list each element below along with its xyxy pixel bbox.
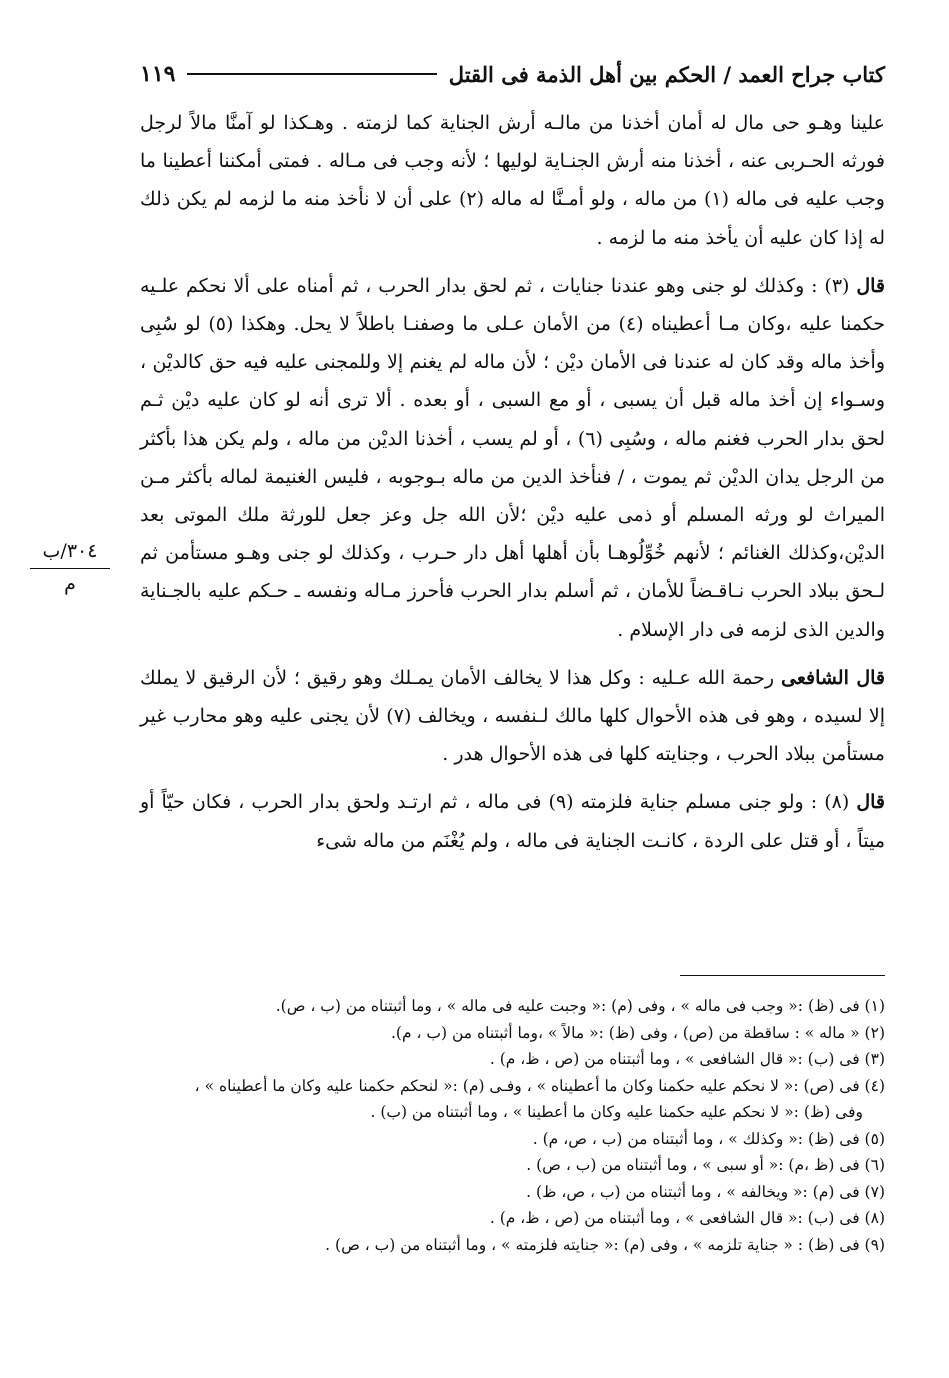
main-text <box>140 104 885 860</box>
footnote-4-continued: وفى (ظ) :« لا نحكم عليه حكمنا عليه وكان ما أعطينا » ، وما أثبتناه من (ب) . <box>370 1103 863 1121</box>
manuscript-margin-note <box>30 536 110 599</box>
footnote-1: (١) فى (ظ) :« وجب فى ماله » ، وفى (م) :« وجبت عليه فى ماله » ، وما أثبتناه من (ب ، ص). <box>275 997 885 1015</box>
header-rule <box>187 73 436 75</box>
paragraph-4-text: (٨) : ولو جنى مسلم جناية فلزمته (٩) فى ماله ، ثم ارتـد ولحق بدار الحرب ، فكان حيّاً أو ميتاً ، أو قتل على الردة ، كانـت الجناية فى ماله ، ولم يُغْنَم من ماله شىء <box>140 791 885 852</box>
manuscript-folio-ref: ٣٠٤/ب <box>30 536 110 569</box>
footnote-6: (٦) فى (ظ ،م) :« أو سبى » ، وما أثبتناه من (ب ، ص) . <box>526 1156 885 1174</box>
paragraph-4 <box>140 783 885 859</box>
manuscript-siglum: م <box>64 573 76 595</box>
paragraph-3-label: قال الشافعى <box>780 666 885 689</box>
footnote-2: (٢) « ماله » : ساقطة من (ص) ، وفى (ظ) :« مالاً » ،وما أثبتناه من (ب ، م). <box>391 1023 885 1042</box>
footnotes <box>130 993 885 1258</box>
footnote-3: (٣) فى (ب) :« قال الشافعى » ، وما أثبتناه من (ص ، ظ، م) . <box>489 1050 885 1068</box>
paragraph-2-label: قال <box>856 274 885 297</box>
running-title: كتاب جراح العمد / الحكم بين أهل الذمة فى القتل <box>448 61 885 87</box>
footnote-8: (٨) فى (ب) :« قال الشافعى » ، وما أثبتناه من (ص ، ظ، م) . <box>489 1209 885 1227</box>
paragraph-2-text: (٣) : وكذلك لو جنى وهو عندنا جنايات ، ثم لحق بدار الحرب ، ثم أمناه على ألا نحكم علـيه حكمنا عليه ،وكان مـا أعطيناه (٤) من الأمان عـلى ما وصفنـا باطلاً لا يحل. وهكذا (٥) لو سُبِى وأخذ ماله وقد كان له عندنا فى الأمان ديْن ؛ لأن ماله لم يغنم إلا وللمجنى عليه فيه حق كالديْن ، وسـواء إن أخذ ماله قبل أن يسبى ، أو مع السبى ، أو بعده . ألا ترى أنه لو كان عليه ديْن ثـم لحق بدار الحرب فغنم ماله ، وسُبِى (٦) ، أو لم يسب ، أخذنا الديْن من ماله ، ولم يكن هذا بأكثر من الرجل يدان الديْن ثم يموت ، / فنأخذ الدين من ماله بـوجوبه ، فليس الغنيمة لماله بأكثر مـن الميراث لو ورثه المسلم أو ذمى عليه ديْن ؛لأن الله جل وعز جعل للورثة ملك الموتى بعد الديْن،وكذلك الغنائم ؛ لأنهم خُوِّلُوهـا بأن أهلها أهل دار حـرب ، وكذلك لو جنى وهـو مستأمن ثم لـحق ببلاد الحرب نـاقـضاً للأمان ، ثم أسلم بدار الحرب فأحرز مـاله ونفسه ـ حـكم عليه بالجـناية والدين الذى لزمه فى دار الإسلام . <box>140 274 886 641</box>
paragraph-3 <box>140 659 885 774</box>
paragraph-2 <box>140 267 885 649</box>
footnote-4: (٤) فى (ص) :« لا نحكم عليه حكمنا وكان ما أعطيناه » ، وفـى (م) :« لنحكم حكمنا عليه وكان ما أعطيناه » ، <box>194 1076 885 1095</box>
running-header <box>140 56 885 92</box>
paragraph-1: علينا وهـو حى مال له أمان أخذنا من مالـه أرش الجناية كما لزمته . وهـكذا لو آمنَّا مالاً لرجل فورثه الحـربى عنه ، أخذنا منه أرش الجنـاية لوليها ؛ لأنه وجب فى مـاله . فمتى أمكننا أعطينا ما وجب عليه فى ماله (١) من ماله ، ولو أمـنَّا له ماله (٢) على أن لا نأخذ منه ما لزمه لم يكن ذلك له إذا كان عليه أن يأخذ منه ما لزمه . <box>140 112 885 249</box>
paragraph-4-label: قال <box>856 791 886 814</box>
page-number: ١١٩ <box>140 61 176 87</box>
footnote-7: (٧) فى (م) :« ويخالفه » ، وما أثبتناه من (ب ، ص، ظ) . <box>526 1182 885 1201</box>
footnote-5: (٥) فى (ظ) :« وكذلك » ، وما أثبتناه من (ب ، ص، م) . <box>532 1129 885 1148</box>
paragraph-3-text: رحمة الله عـليه : وكل هذا لا يخالف الأمان يمـلك وهو رقيق ؛ لأن الرقيق لا يملك إلا لسيده ، وهو فى هذه الأحوال كلها مالك لـنفسه ، ويخالف (٧) لأن يجنى عليه وهو محارب غير مستأمن ببلاد الحرب ، وجنايته كلها فى هذه الأحوال هدر . <box>140 666 885 766</box>
footnote-separator <box>680 975 885 976</box>
footnote-9: (٩) فى (ظ) : « جناية تلزمه » ، وفى (م) :« جنايته فلزمته » ، وما أثبتناه من (ب ، ص) . <box>325 1235 885 1254</box>
